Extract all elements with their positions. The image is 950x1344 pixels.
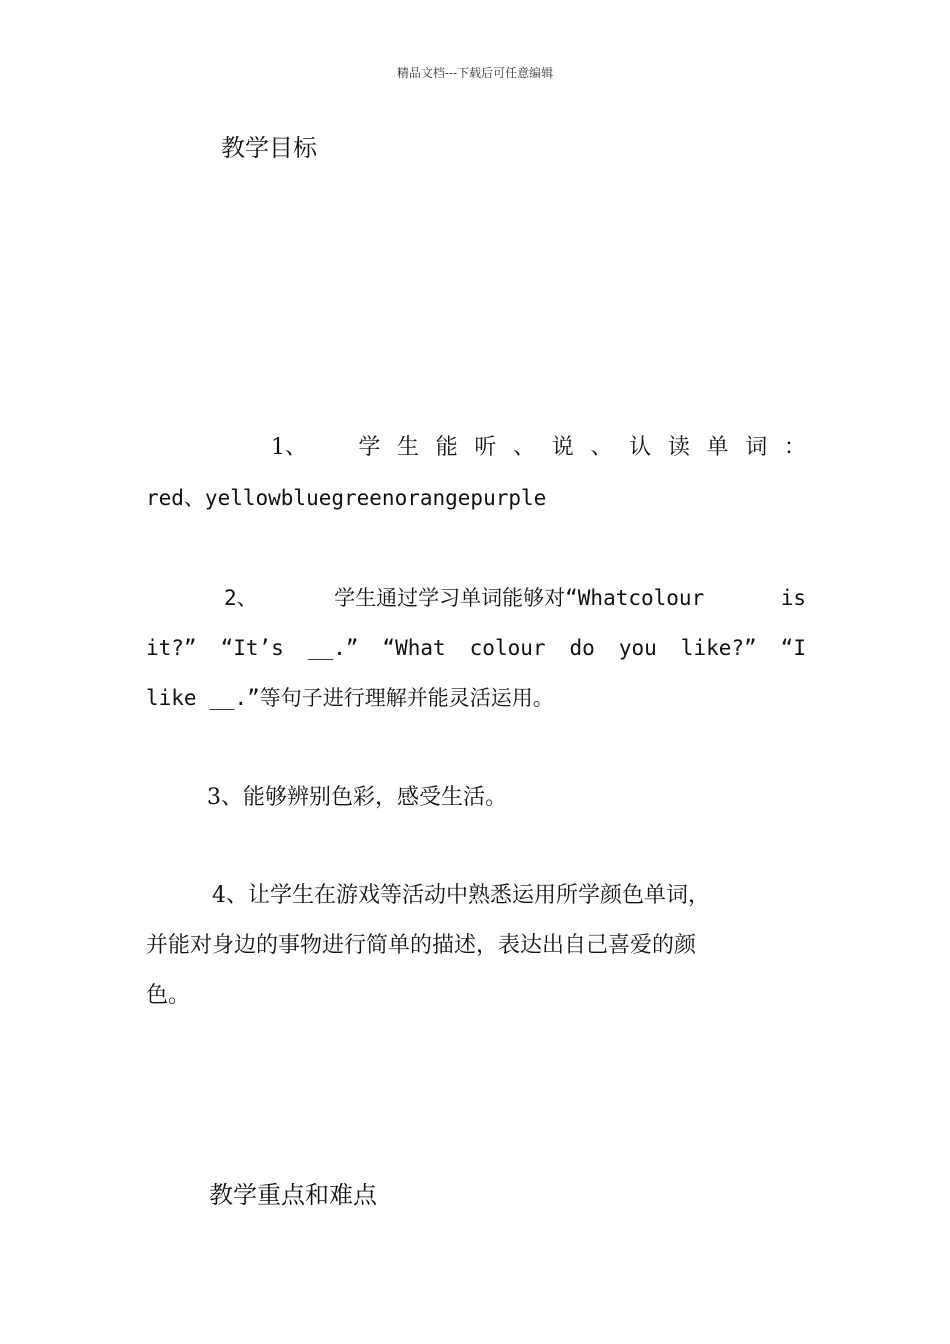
objective-1-char: 认 (629, 435, 652, 460)
objective-2-line-2 (146, 623, 806, 673)
objective-2-text: “What (382, 636, 446, 660)
objective-1-char: 学 (358, 435, 381, 460)
objective-item-1 (146, 423, 806, 523)
objective-2-number: 2、 (224, 586, 258, 610)
objective-item-4 (146, 871, 806, 1021)
objective-1-char: 单 (706, 435, 729, 460)
objective-1-char: 能 (435, 435, 458, 460)
objective-2-text: colour (469, 636, 546, 660)
objective-1-char: 听 (474, 435, 497, 460)
objective-4-line-1: 4、让学生在游戏等活动中熟悉运用所学颜色单词， (212, 883, 710, 908)
objective-2-text: __.” (307, 636, 359, 660)
objective-1-char: 、 (590, 435, 613, 460)
objective-1-char: 、 (513, 435, 536, 460)
objective-item-3: 3、能够辨别色彩，感受生活。 (207, 785, 507, 810)
objective-2-line-3: like __.”等句子进行理解并能灵活运用。 (146, 686, 554, 710)
objective-1-line-2: red、yellowbluegreenorangepurple (146, 486, 547, 510)
objective-item-2 (146, 573, 806, 723)
objective-1-char: ： (783, 435, 806, 460)
objective-2-text: it?” (146, 636, 197, 660)
objective-2-text: 学生通过学习单词能够对“Whatcolour (334, 586, 705, 610)
objective-2-text: “I (780, 636, 806, 660)
objective-1-line-1 (146, 423, 806, 473)
section-title-objectives: 教学目标 (221, 134, 317, 162)
objective-2-text: do (569, 636, 595, 660)
objective-1-char: 读 (667, 435, 690, 460)
objective-1-number: 1、 (271, 435, 307, 460)
objective-1-char: 说 (551, 435, 574, 460)
objective-1-char: 生 (397, 435, 420, 460)
objective-4-line-2: 并能对身边的事物进行简单的描述，表达出自己喜爱的颜 (146, 933, 697, 958)
objective-2-text: “It’s (220, 636, 284, 660)
objective-4-line-3: 色。 (146, 983, 191, 1008)
objective-2-text: you (618, 636, 657, 660)
objective-2-text: like?” (680, 636, 757, 660)
objective-1-char: 词 (745, 435, 768, 460)
objective-2-line-1 (146, 573, 806, 623)
section-title-key-points: 教学重点和难点 (209, 1181, 377, 1209)
objective-2-text: is (780, 586, 806, 610)
page-header: 精品文档---下载后可任意编辑 (396, 66, 554, 80)
